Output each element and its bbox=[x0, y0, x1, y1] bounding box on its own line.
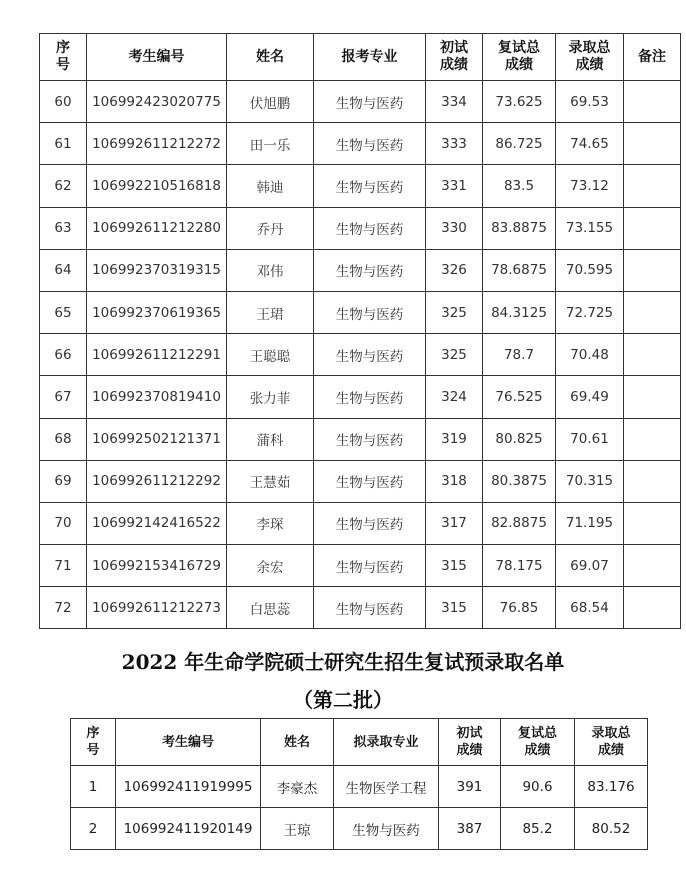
table-cell: 65 bbox=[40, 291, 87, 333]
table-cell: 生物与医药 bbox=[314, 249, 426, 291]
table-cell: 生物与医药 bbox=[314, 545, 426, 587]
page-title: 2022 年生命学院硕士研究生招生复试预录取名单 bbox=[121, 650, 565, 674]
table-cell: 315 bbox=[426, 587, 483, 629]
table-cell: 84.3125 bbox=[483, 291, 556, 333]
table-cell: 生物与医药 bbox=[314, 165, 426, 207]
table-cell: 106992611212291 bbox=[87, 334, 227, 376]
table-cell: 325 bbox=[426, 291, 483, 333]
table-cell: 106992370819410 bbox=[87, 376, 227, 418]
table-cell bbox=[624, 418, 681, 460]
column-header: 姓名 bbox=[261, 719, 334, 766]
table-cell: 余宏 bbox=[227, 545, 314, 587]
table-cell bbox=[624, 123, 681, 165]
table-cell: 2 bbox=[71, 808, 116, 850]
table-cell: 73.625 bbox=[483, 81, 556, 123]
column-header: 复试总 成绩 bbox=[483, 34, 556, 81]
table-cell: 李豪杰 bbox=[261, 766, 334, 808]
table-cell: 70.61 bbox=[556, 418, 624, 460]
table-header-row bbox=[40, 34, 681, 81]
column-header: 序 号 bbox=[71, 719, 116, 766]
table-cell bbox=[624, 249, 681, 291]
table-cell bbox=[624, 81, 681, 123]
table-cell: 76.525 bbox=[483, 376, 556, 418]
table-cell bbox=[624, 291, 681, 333]
table-cell: 李琛 bbox=[227, 502, 314, 544]
table-cell: 333 bbox=[426, 123, 483, 165]
table-cell bbox=[624, 545, 681, 587]
table-row bbox=[40, 587, 681, 629]
table-cell: 106992611212280 bbox=[87, 207, 227, 249]
table-cell: 78.175 bbox=[483, 545, 556, 587]
table-row bbox=[40, 291, 681, 333]
table-cell: 生物与医药 bbox=[314, 460, 426, 502]
table-cell: 106992142416522 bbox=[87, 502, 227, 544]
table-cell bbox=[624, 207, 681, 249]
table-cell: 1 bbox=[71, 766, 116, 808]
table-cell bbox=[624, 460, 681, 502]
table-cell: 71.195 bbox=[556, 502, 624, 544]
table-cell: 生物与医药 bbox=[314, 376, 426, 418]
column-header: 报考专业 bbox=[314, 34, 426, 81]
table-cell: 74.65 bbox=[556, 123, 624, 165]
table-cell: 85.2 bbox=[501, 808, 575, 850]
table-cell: 80.3875 bbox=[483, 460, 556, 502]
table-cell: 90.6 bbox=[501, 766, 575, 808]
table-cell: 63 bbox=[40, 207, 87, 249]
table-cell: 生物与医药 bbox=[314, 418, 426, 460]
table-cell: 83.176 bbox=[575, 766, 648, 808]
column-header: 初试 成绩 bbox=[439, 719, 501, 766]
table-cell: 田一乐 bbox=[227, 123, 314, 165]
table-cell: 317 bbox=[426, 502, 483, 544]
table-cell: 72 bbox=[40, 587, 87, 629]
table-row bbox=[40, 334, 681, 376]
table-cell: 66 bbox=[40, 334, 87, 376]
table-cell: 83.5 bbox=[483, 165, 556, 207]
table-cell: 伏旭鹏 bbox=[227, 81, 314, 123]
table-cell: 61 bbox=[40, 123, 87, 165]
table-cell: 韩迪 bbox=[227, 165, 314, 207]
table-header-row bbox=[71, 719, 648, 766]
column-header: 录取总 成绩 bbox=[556, 34, 624, 81]
table-row bbox=[71, 808, 648, 850]
table-cell: 蒲科 bbox=[227, 418, 314, 460]
table-cell: 70.315 bbox=[556, 460, 624, 502]
table-cell: 106992502121371 bbox=[87, 418, 227, 460]
table-row bbox=[40, 460, 681, 502]
admission-table-batch-2 bbox=[70, 718, 648, 850]
table-cell: 72.725 bbox=[556, 291, 624, 333]
table-row bbox=[40, 123, 681, 165]
table-cell: 106992611212272 bbox=[87, 123, 227, 165]
table-cell: 60 bbox=[40, 81, 87, 123]
table-cell: 106992370619365 bbox=[87, 291, 227, 333]
table-cell: 生物与医药 bbox=[314, 123, 426, 165]
column-header: 录取总 成绩 bbox=[575, 719, 648, 766]
table-cell: 生物与医药 bbox=[314, 502, 426, 544]
table-cell: 73.155 bbox=[556, 207, 624, 249]
table-cell: 生物与医药 bbox=[314, 291, 426, 333]
table-cell: 315 bbox=[426, 545, 483, 587]
table-cell: 78.7 bbox=[483, 334, 556, 376]
table-cell: 69.49 bbox=[556, 376, 624, 418]
table-cell: 326 bbox=[426, 249, 483, 291]
table-cell bbox=[624, 376, 681, 418]
table-cell: 生物医学工程 bbox=[334, 766, 439, 808]
table-row bbox=[40, 165, 681, 207]
table-cell: 69.53 bbox=[556, 81, 624, 123]
table-cell: 391 bbox=[439, 766, 501, 808]
table-row bbox=[71, 766, 648, 808]
table-cell: 106992423020775 bbox=[87, 81, 227, 123]
column-header: 考生编号 bbox=[116, 719, 261, 766]
table-cell bbox=[624, 334, 681, 376]
table-cell: 王聪聪 bbox=[227, 334, 314, 376]
table-cell: 106992153416729 bbox=[87, 545, 227, 587]
table-cell: 106992611212273 bbox=[87, 587, 227, 629]
table-row bbox=[40, 207, 681, 249]
table-cell: 387 bbox=[439, 808, 501, 850]
table-cell: 68.54 bbox=[556, 587, 624, 629]
table-cell: 319 bbox=[426, 418, 483, 460]
table-cell: 生物与医药 bbox=[314, 334, 426, 376]
table-cell: 330 bbox=[426, 207, 483, 249]
table-cell: 70 bbox=[40, 502, 87, 544]
table-cell: 106992611212292 bbox=[87, 460, 227, 502]
table-cell: 334 bbox=[426, 81, 483, 123]
table-row bbox=[40, 418, 681, 460]
table-cell: 73.12 bbox=[556, 165, 624, 207]
table-cell: 325 bbox=[426, 334, 483, 376]
table-cell: 80.52 bbox=[575, 808, 648, 850]
table-cell: 69 bbox=[40, 460, 87, 502]
table-cell: 106992370319315 bbox=[87, 249, 227, 291]
table-row bbox=[40, 249, 681, 291]
table-cell: 83.8875 bbox=[483, 207, 556, 249]
table-cell: 324 bbox=[426, 376, 483, 418]
table-cell bbox=[624, 502, 681, 544]
column-header: 备注 bbox=[624, 34, 681, 81]
table-cell: 80.825 bbox=[483, 418, 556, 460]
table-cell: 王琼 bbox=[261, 808, 334, 850]
admission-table-batch-1 bbox=[39, 33, 681, 629]
column-header: 姓名 bbox=[227, 34, 314, 81]
table-cell: 69.07 bbox=[556, 545, 624, 587]
table-cell: 生物与医药 bbox=[314, 207, 426, 249]
table-cell bbox=[624, 587, 681, 629]
column-header: 复试总 成绩 bbox=[501, 719, 575, 766]
table-cell: 67 bbox=[40, 376, 87, 418]
table-row bbox=[40, 545, 681, 587]
table-cell: 白思蕊 bbox=[227, 587, 314, 629]
table-cell: 64 bbox=[40, 249, 87, 291]
table-cell: 邓伟 bbox=[227, 249, 314, 291]
table-row bbox=[40, 502, 681, 544]
table-cell: 68 bbox=[40, 418, 87, 460]
table-cell: 82.8875 bbox=[483, 502, 556, 544]
table-cell: 62 bbox=[40, 165, 87, 207]
table-cell: 生物与医药 bbox=[334, 808, 439, 850]
column-header: 初试 成绩 bbox=[426, 34, 483, 81]
table-cell: 86.725 bbox=[483, 123, 556, 165]
table-cell: 乔丹 bbox=[227, 207, 314, 249]
table-cell: 生物与医药 bbox=[314, 587, 426, 629]
table-cell bbox=[624, 165, 681, 207]
table-cell: 王珺 bbox=[227, 291, 314, 333]
table-cell: 王慧茹 bbox=[227, 460, 314, 502]
table-cell: 76.85 bbox=[483, 587, 556, 629]
table-row bbox=[40, 376, 681, 418]
table-cell: 生物与医药 bbox=[314, 81, 426, 123]
table-cell: 106992411919995 bbox=[116, 766, 261, 808]
column-header: 拟录取专业 bbox=[334, 719, 439, 766]
column-header: 考生编号 bbox=[87, 34, 227, 81]
table-cell: 106992411920149 bbox=[116, 808, 261, 850]
column-header: 序 号 bbox=[40, 34, 87, 81]
table-cell: 张力菲 bbox=[227, 376, 314, 418]
table-cell: 70.595 bbox=[556, 249, 624, 291]
page-subtitle: （第二批） bbox=[293, 688, 393, 712]
table-cell: 318 bbox=[426, 460, 483, 502]
table-row bbox=[40, 81, 681, 123]
table-cell: 331 bbox=[426, 165, 483, 207]
table-cell: 70.48 bbox=[556, 334, 624, 376]
table-cell: 106992210516818 bbox=[87, 165, 227, 207]
table-cell: 78.6875 bbox=[483, 249, 556, 291]
table-cell: 71 bbox=[40, 545, 87, 587]
